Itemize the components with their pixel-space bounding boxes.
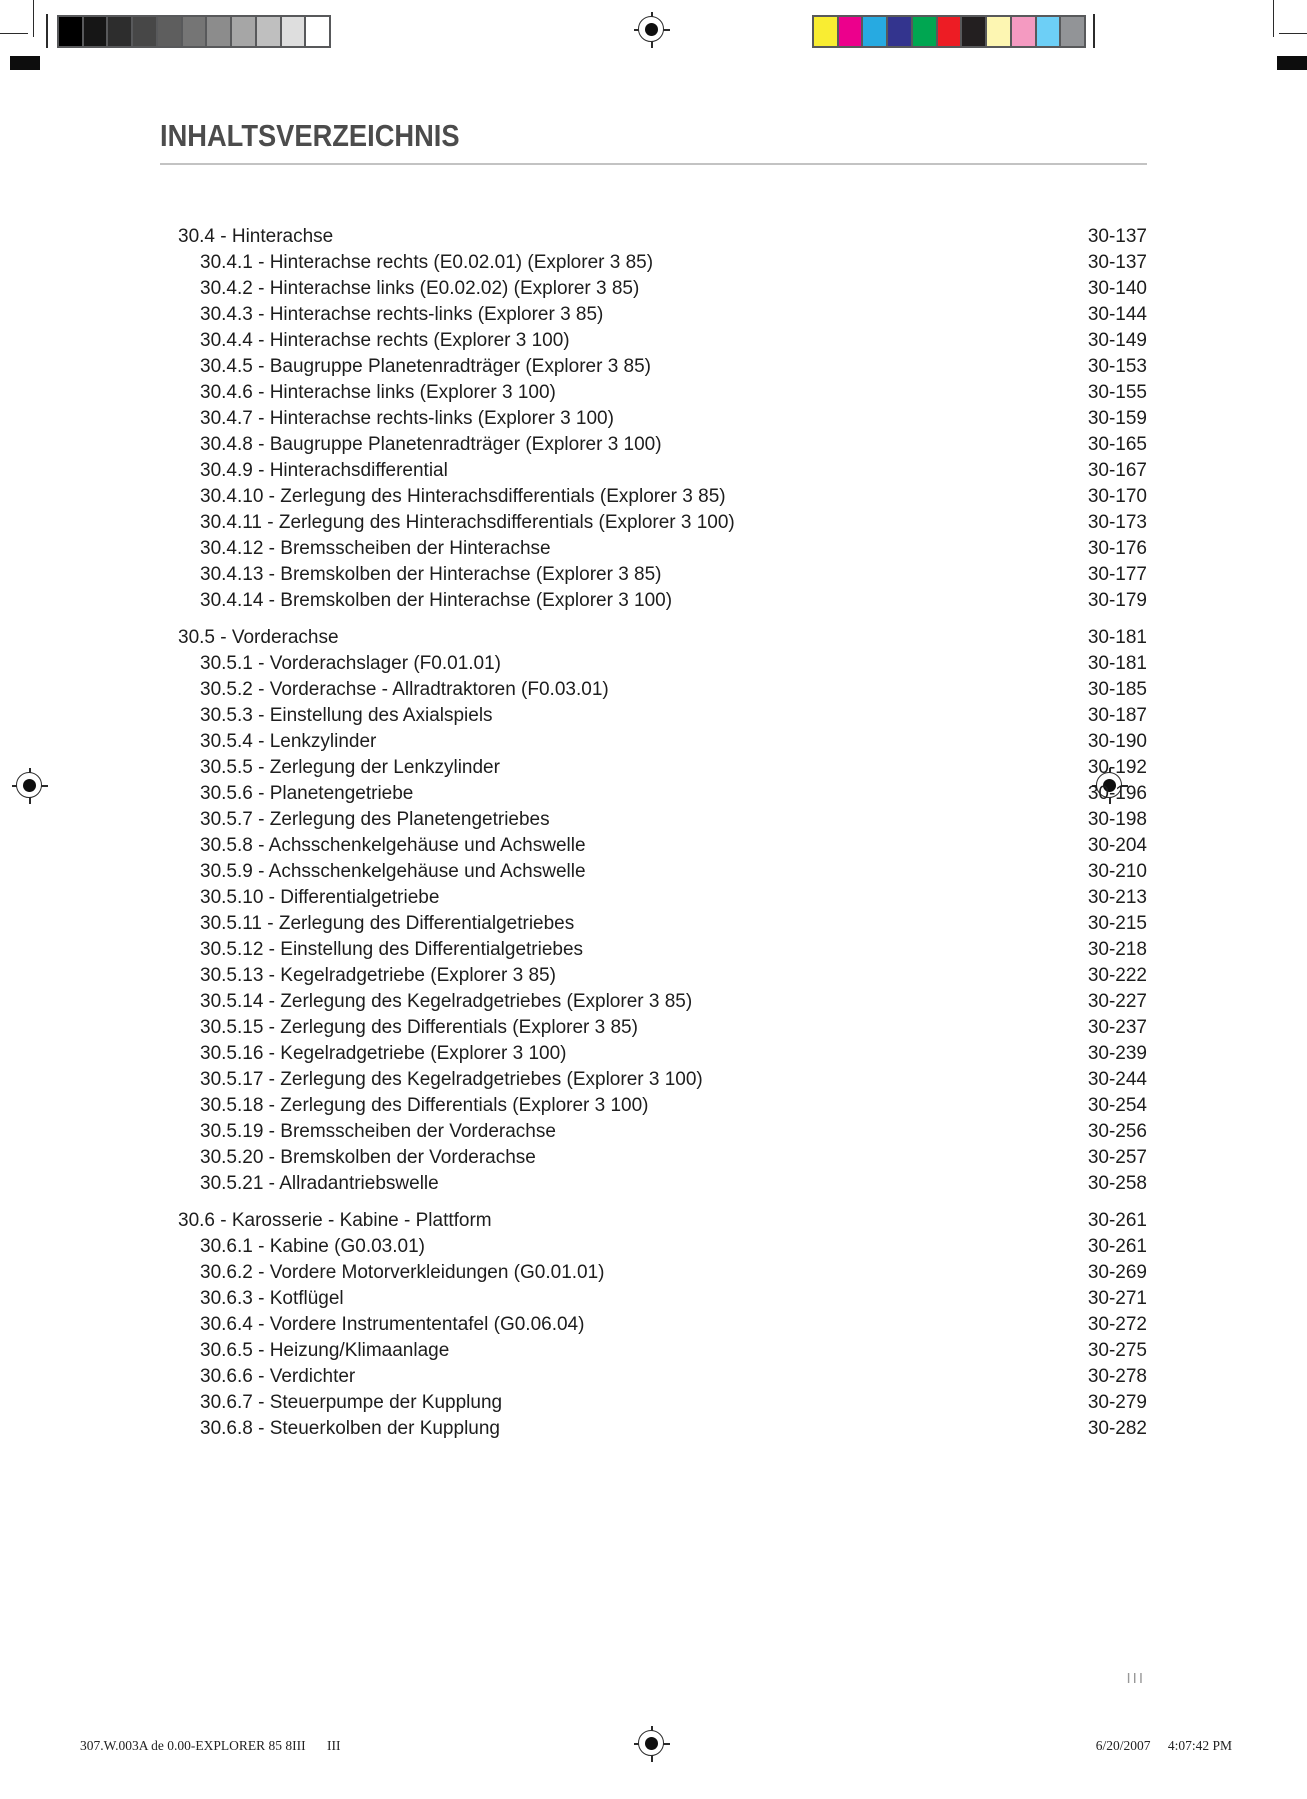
toc-entry-title: 30.5.15 - Zerlegung des Differentials (Explorer 3 85)	[200, 1017, 638, 1038]
toc-entry-page: 30-271	[1087, 1288, 1147, 1309]
toc-entry-title: 30.5.11 - Zerlegung des Differentialgetriebes	[200, 913, 575, 934]
toc-entry	[160, 989, 1147, 1015]
toc-entry-title: 30.5.19 - Bremsscheiben der Vorderachse	[200, 1121, 556, 1142]
toc-entry	[160, 380, 1147, 406]
page-number-roman: III	[1126, 1670, 1145, 1687]
toc-entry-title: 30.5.9 - Achsschenkelgehäuse und Achswelle	[200, 861, 586, 882]
registration-mark-icon	[12, 768, 48, 804]
toc-entry	[160, 963, 1147, 989]
crop-mark	[33, 0, 34, 37]
density-patch	[1277, 56, 1307, 70]
toc-section-header	[160, 625, 1147, 651]
toc-entry-title: 30.4.6 - Hinterachse links (Explorer 3 100)	[200, 382, 556, 403]
toc-entry-page: 30-227	[1087, 991, 1147, 1012]
toc-entry	[160, 1338, 1147, 1364]
color-swatch	[1061, 17, 1084, 46]
registration-mark-icon	[634, 12, 670, 48]
toc-entry-page: 30-181	[1087, 627, 1147, 648]
toc-section-header	[160, 1208, 1147, 1234]
toc-entry	[160, 1119, 1147, 1145]
toc-entry-page: 30-210	[1087, 861, 1147, 882]
toc-entry-title: 30.4.2 - Hinterachse links (E0.02.02) (Explorer 3 85)	[200, 278, 640, 299]
toc-entry-title: 30.6.1 - Kabine (G0.03.01)	[200, 1236, 425, 1257]
toc-entry	[160, 1260, 1147, 1286]
toc-entry-page: 30-173	[1087, 512, 1147, 533]
toc-entry-title: 30.5.21 - Allradantriebswelle	[200, 1173, 439, 1194]
toc-entry-title: 30.5.7 - Zerlegung des Planetengetriebes	[200, 809, 550, 830]
toc-entry	[160, 781, 1147, 807]
toc-entry-page: 30-244	[1087, 1069, 1147, 1090]
toc-entry	[160, 859, 1147, 885]
toc-entry	[160, 1286, 1147, 1312]
toc-entry-title: 30.5.13 - Kegelradgetriebe (Explorer 3 85)	[200, 965, 556, 986]
grayscale-swatch	[306, 17, 329, 46]
color-swatch	[888, 17, 911, 46]
grayscale-swatch	[108, 17, 131, 46]
color-swatch	[913, 17, 936, 46]
toc-entry-page: 30-170	[1087, 486, 1147, 507]
page-title: INHALTSVERZEICHNIS	[160, 118, 460, 153]
toc-entry-page: 30-204	[1087, 835, 1147, 856]
footer-page-roman: III	[327, 1738, 341, 1753]
toc-entry-title: 30.6.6 - Verdichter	[200, 1366, 356, 1387]
toc-entry-title: 30.6.4 - Vordere Instrumententafel (G0.06.04)	[200, 1314, 585, 1335]
toc-entry-page: 30-179	[1087, 590, 1147, 611]
toc-entry-title: 30.5.5 - Zerlegung der Lenkzylinder	[200, 757, 500, 778]
toc-entry-title: 30.6.5 - Heizung/Klimaanlage	[200, 1340, 450, 1361]
toc-entry-page: 30-258	[1087, 1173, 1147, 1194]
toc-entry	[160, 937, 1147, 963]
toc-entry-title: 30.4.10 - Zerlegung des Hinterachsdifferentials (Explorer 3 85)	[200, 486, 726, 507]
grayscale-swatch	[133, 17, 156, 46]
color-swatch	[814, 17, 837, 46]
toc-entry-page: 30-153	[1087, 356, 1147, 377]
toc-entry	[160, 1067, 1147, 1093]
toc-entry-title: 30.5.6 - Planetengetriebe	[200, 783, 414, 804]
toc-entry	[160, 1234, 1147, 1260]
footer-file-id: 307.W.003A de 0.00-EXPLORER 85 8III	[80, 1738, 306, 1753]
toc-entry-page: 30-137	[1087, 252, 1147, 273]
toc-entry-page: 30-140	[1087, 278, 1147, 299]
trim-tick	[1093, 14, 1095, 48]
toc-entry	[160, 510, 1147, 536]
toc-entry-title: 30.4.4 - Hinterachse rechts (Explorer 3 100)	[200, 330, 570, 351]
toc-entry	[160, 562, 1147, 588]
toc-entry-title: 30.4.8 - Baugruppe Planetenradträger (Explorer 3 100)	[200, 434, 662, 455]
toc-entry-page: 30-261	[1087, 1236, 1147, 1257]
toc-entry	[160, 1416, 1147, 1442]
footer-date: 6/20/2007	[1095, 1738, 1151, 1753]
color-swatch	[938, 17, 961, 46]
toc-entry-page: 30-254	[1087, 1095, 1147, 1116]
toc-entry	[160, 1093, 1147, 1119]
toc-entry-page: 30-181	[1087, 653, 1147, 674]
color-swatch	[1012, 17, 1035, 46]
toc-entry	[160, 354, 1147, 380]
toc-entry	[160, 807, 1147, 833]
toc-entry-page: 30-137	[1087, 226, 1147, 247]
toc-entry	[160, 432, 1147, 458]
color-swatch	[863, 17, 886, 46]
toc-entry-title: 30.5.16 - Kegelradgetriebe (Explorer 3 100)	[200, 1043, 567, 1064]
toc-entry-page: 30-222	[1087, 965, 1147, 986]
toc-entry	[160, 1312, 1147, 1338]
toc-entry-title: 30.5.2 - Vorderachse - Allradtraktoren (F0.03.01)	[200, 679, 609, 700]
toc-entry-page: 30-190	[1087, 731, 1147, 752]
toc-entry-title: 30.5.3 - Einstellung des Axialspiels	[200, 705, 493, 726]
crop-mark	[1279, 33, 1307, 34]
toc-entry-title: 30.4.14 - Bremskolben der Hinterachse (Explorer 3 100)	[200, 590, 673, 611]
grayscale-swatch	[207, 17, 230, 46]
grayscale-swatch	[183, 17, 206, 46]
grayscale-swatch	[84, 17, 107, 46]
toc-entry-page: 30-167	[1087, 460, 1147, 481]
toc-entry-page: 30-279	[1087, 1392, 1147, 1413]
grayscale-swatch	[282, 17, 305, 46]
toc-entry-title: 30.4.11 - Zerlegung des Hinterachsdifferentials (Explorer 3 100)	[200, 512, 735, 533]
toc-entry	[160, 885, 1147, 911]
toc-entry	[160, 1041, 1147, 1067]
toc-entry-title: 30.4 - Hinterachse	[178, 226, 334, 247]
toc-entry	[160, 833, 1147, 859]
grayscale-swatch	[59, 17, 82, 46]
toc-entry-page: 30-215	[1087, 913, 1147, 934]
toc-entry-title: 30.4.5 - Baugruppe Planetenradträger (Explorer 3 85)	[200, 356, 651, 377]
toc-entry-title: 30.4.9 - Hinterachsdifferential	[200, 460, 448, 481]
toc-entry-title: 30.5.18 - Zerlegung des Differentials (Explorer 3 100)	[200, 1095, 649, 1116]
toc-entry	[160, 328, 1147, 354]
toc-entry-page: 30-198	[1087, 809, 1147, 830]
toc-entry-title: 30.5.10 - Differentialgetriebe	[200, 887, 440, 908]
grayscale-calibration-bar	[57, 15, 331, 48]
toc-entry	[160, 536, 1147, 562]
toc-entry-title: 30.6.2 - Vordere Motorverkleidungen (G0.01.01)	[200, 1262, 605, 1283]
toc-entry-page: 30-149	[1087, 330, 1147, 351]
toc-entry	[160, 458, 1147, 484]
toc-entry	[160, 1171, 1147, 1197]
color-calibration-bar	[812, 15, 1086, 48]
color-swatch	[987, 17, 1010, 46]
toc-entry	[160, 406, 1147, 432]
crop-mark	[0, 33, 28, 34]
toc-entry	[160, 651, 1147, 677]
toc-entry-title: 30.5.8 - Achsschenkelgehäuse und Achswelle	[200, 835, 586, 856]
toc-entry	[160, 1145, 1147, 1171]
toc-list	[160, 224, 1147, 1442]
toc-entry-title: 30.5.12 - Einstellung des Differentialgetriebes	[200, 939, 584, 960]
toc-entry	[160, 677, 1147, 703]
toc-entry	[160, 250, 1147, 276]
toc-entry-page: 30-278	[1087, 1366, 1147, 1387]
toc-entry-page: 30-187	[1087, 705, 1147, 726]
footer-time: 4:07:42 PM	[1167, 1738, 1232, 1753]
toc-entry-page: 30-155	[1087, 382, 1147, 403]
toc-entry	[160, 911, 1147, 937]
toc-entry-page: 30-257	[1087, 1147, 1147, 1168]
toc-entry	[160, 484, 1147, 510]
crop-mark	[1273, 0, 1274, 37]
color-swatch	[962, 17, 985, 46]
footer-file-info	[80, 1738, 341, 1754]
toc-entry-title: 30.4.12 - Bremsscheiben der Hinterachse	[200, 538, 551, 559]
toc-entry-title: 30.4.7 - Hinterachse rechts-links (Explorer 3 100)	[200, 408, 614, 429]
toc-entry-page: 30-256	[1087, 1121, 1147, 1142]
registration-mark-icon	[634, 1726, 670, 1762]
toc-entry-page: 30-239	[1087, 1043, 1147, 1064]
toc-entry	[160, 755, 1147, 781]
toc-entry-title: 30.5 - Vorderachse	[178, 627, 339, 648]
title-divider	[160, 163, 1147, 165]
toc-entry-page: 30-192	[1087, 757, 1147, 778]
toc-entry-page: 30-269	[1087, 1262, 1147, 1283]
grayscale-swatch	[257, 17, 280, 46]
toc-entry	[160, 1015, 1147, 1041]
toc-entry-title: 30.4.3 - Hinterachse rechts-links (Explorer 3 85)	[200, 304, 604, 325]
toc-entry-title: 30.5.20 - Bremskolben der Vorderachse	[200, 1147, 536, 1168]
grayscale-swatch	[158, 17, 181, 46]
toc-entry-page: 30-144	[1087, 304, 1147, 325]
footer-timestamp	[1096, 1738, 1232, 1754]
toc-entry-page: 30-261	[1087, 1210, 1147, 1231]
toc-entry-page: 30-177	[1087, 564, 1147, 585]
toc-entry-title: 30.5.1 - Vorderachslager (F0.01.01)	[200, 653, 502, 674]
toc-entry-page: 30-159	[1087, 408, 1147, 429]
toc-entry-page: 30-272	[1087, 1314, 1147, 1335]
toc-entry	[160, 703, 1147, 729]
toc-entry-title: 30.5.17 - Zerlegung des Kegelradgetriebes (Explorer 3 100)	[200, 1069, 703, 1090]
toc-entry-title: 30.4.13 - Bremskolben der Hinterachse (Explorer 3 85)	[200, 564, 662, 585]
toc-entry-page: 30-196	[1087, 783, 1147, 804]
toc-entry	[160, 729, 1147, 755]
toc-entry-page: 30-165	[1087, 434, 1147, 455]
toc-entry	[160, 276, 1147, 302]
toc-section-header	[160, 224, 1147, 250]
color-swatch	[1037, 17, 1060, 46]
toc-entry	[160, 1364, 1147, 1390]
toc-entry-page: 30-176	[1087, 538, 1147, 559]
density-patch	[10, 56, 40, 70]
toc-entry-page: 30-185	[1087, 679, 1147, 700]
grayscale-swatch	[232, 17, 255, 46]
toc-entry-title: 30.5.4 - Lenkzylinder	[200, 731, 377, 752]
toc-entry-page: 30-237	[1087, 1017, 1147, 1038]
toc-entry-title: 30.5.14 - Zerlegung des Kegelradgetriebes (Explorer 3 85)	[200, 991, 693, 1012]
toc-entry-page: 30-282	[1087, 1418, 1147, 1439]
toc-entry	[160, 302, 1147, 328]
toc-entry-title: 30.6 - Karosserie - Kabine - Plattform	[178, 1210, 492, 1231]
toc-entry	[160, 588, 1147, 614]
toc-entry-title: 30.6.7 - Steuerpumpe der Kupplung	[200, 1392, 503, 1413]
toc-entry-title: 30.4.1 - Hinterachse rechts (E0.02.01) (Explorer 3 85)	[200, 252, 654, 273]
trim-tick	[46, 14, 48, 48]
toc-entry-page: 30-218	[1087, 939, 1147, 960]
color-swatch	[839, 17, 862, 46]
toc-entry-page: 30-213	[1087, 887, 1147, 908]
toc-entry-title: 30.6.8 - Steuerkolben der Kupplung	[200, 1418, 500, 1439]
toc-entry	[160, 1390, 1147, 1416]
toc-entry-title: 30.6.3 - Kotflügel	[200, 1288, 344, 1309]
toc-entry-page: 30-275	[1087, 1340, 1147, 1361]
